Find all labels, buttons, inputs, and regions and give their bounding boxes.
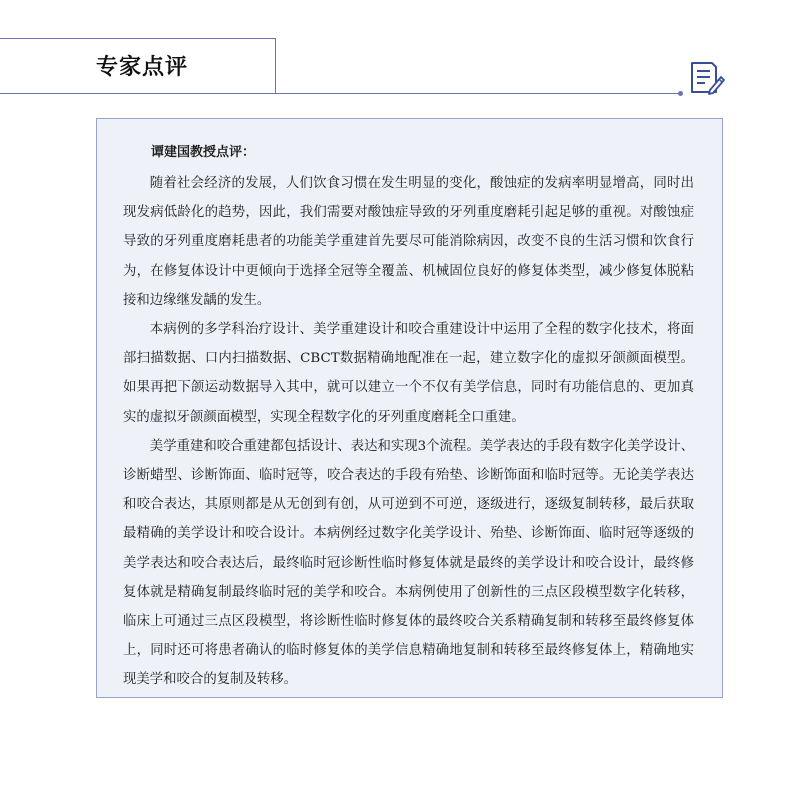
- reviewer-label: 谭建国教授点评：: [151, 145, 256, 160]
- commentary-paragraph: 本病例的多学科治疗设计、美学重建设计和咬合重建设计中运用了全程的数字化技术，将面部扫描数据、口内扫描数据、CBCT数据精确地配准在一起，建立数字化的虚拟牙颌颜面模型。如果再把下颌运动数据导入其中，就可以建立一个不仅有美学信息，同时有功能信息的、更加真实的虚拟牙颌颜面模型，实现全程数字化的牙列重度磨耗全口重建。: [123, 322, 694, 425]
- commentary-panel: [96, 118, 723, 698]
- document-edit-icon: [688, 60, 726, 96]
- section-title: 专家点评: [96, 55, 189, 80]
- commentary-paragraph: 随着社会经济的发展，人们饮食习惯在发生明显的变化，酸蚀症的发病率明显增高，同时出现发病低龄化的趋势，因此，我们需要对酸蚀症导致的牙列重度磨耗引起足够的重视。对酸蚀症导致的牙列重度磨耗患者的功能美学重建首先要尽可能消除病因，改变不良的生活习惯和饮食行为，在修复体设计中更倾向于选择全冠等全覆盖、机械固位良好的修复体类型，减少修复体脱粘接和边缘继发龋的发生。: [123, 176, 694, 308]
- divider-end-dot: [678, 91, 683, 96]
- header-divider: [0, 93, 680, 94]
- commentary-paragraph: 美学重建和咬合重建都包括设计、表达和实现3个流程。美学表达的手段有数字化美学设计、诊断蜡型、诊断饰面、临时冠等，咬合表达的手段有殆垫、诊断饰面和临时冠等。无论美学表达和咬合表达，其原则都是从无创到有创，从可逆到不可逆，逐级进行，逐级复制转移，最后获取最精确的美学设计和咬合设计。本病例经过数字化美学设计、殆垫、诊断饰面、临时冠等逐级的美学表达和咬合表达后，最终临时冠诊断性临时修复体就是最终的美学设计和咬合设计，最终修复体就是精确复制最终临时冠的美学和咬合。本病例使用了创新性的三点区段模型数字化转移，临床上可通过三点区段模型，将诊断性临时修复体的最终咬合关系精确复制和转移至最终修复体上，同时还可将患者确认的临时修复体的美学信息精确地复制和转移至最终修复体上，精确地实现美学和咬合的复制及转移。: [123, 438, 694, 688]
